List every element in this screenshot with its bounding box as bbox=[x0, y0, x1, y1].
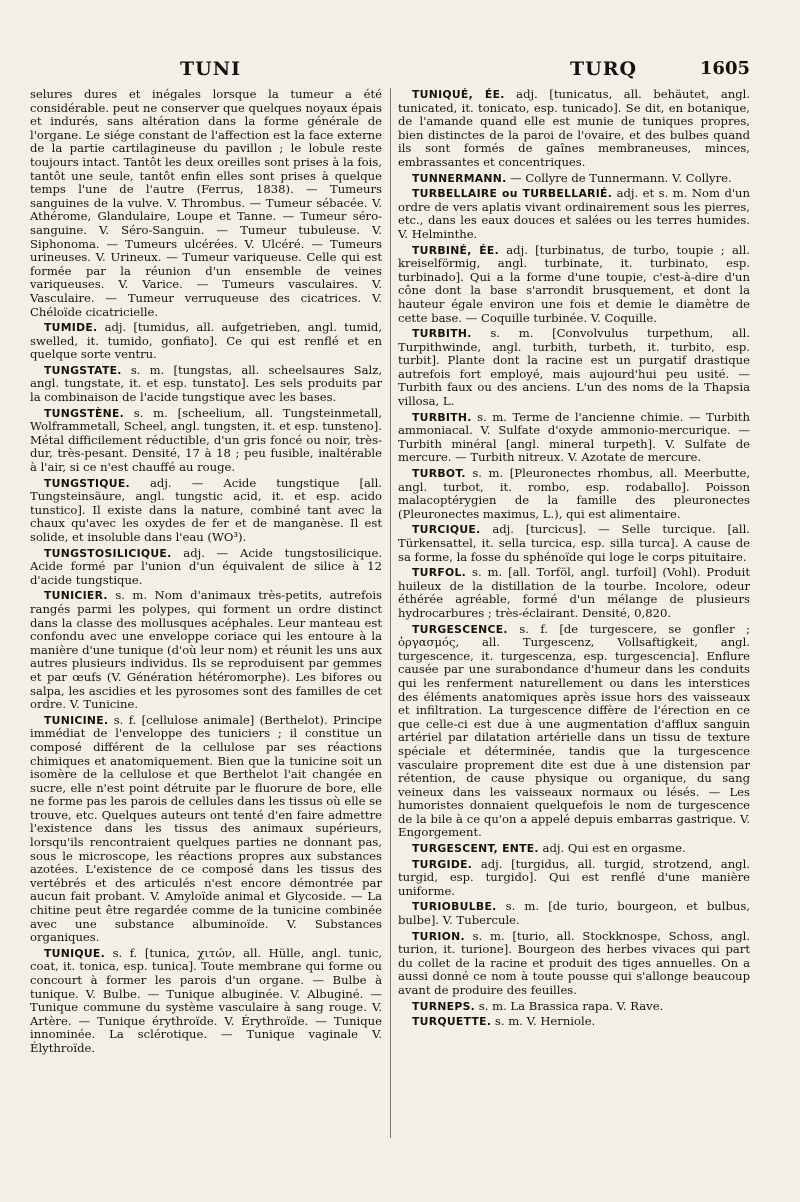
entry-headword: TUNIQUÉ, ÉE. bbox=[412, 88, 505, 101]
entry-text: s. m. Nom d'animaux très-petits, autrefois rangés parmi les polypes, qui forment un ordre distinct dans la classe des mollusques acéphales. Leur manteau est confondu avec une enveloppe coriace qui les entoure à la manière d'une tunique (d'où leur nom) et réunit les uns aux autres plusieurs individus. Ils se reproduisent par gemmes et par œufs (V. Génération hétéromorphe). Les bifores ou salpa, les ascidies et les pyrosomes sont des familles de cet ordre. V. Tunicine. bbox=[30, 588, 382, 712]
entry-text: s. m. [turio, all. Stockknospe, Schoss, angl. turion, it. turione]. Bourgeon des herbes vivaces qui part du collet de la racine et produit des tiges annuelles. On a aussi donné ce nom à toute pousse qui s'allonge beaucoup avant de produire des feuilles. bbox=[398, 928, 751, 997]
entry-text: s. m. [de turio, bourgeon, et bulbus, bulbe]. V. Tubercule. bbox=[398, 899, 750, 928]
dictionary-entry bbox=[398, 88, 750, 170]
entry-headword: TUNIQUE. bbox=[44, 946, 106, 960]
left-column bbox=[30, 88, 382, 1058]
dictionary-entry bbox=[398, 900, 750, 927]
entry-text: — Collyre de Tunnermann. V. Collyre. bbox=[510, 170, 732, 185]
entry-headword: TURBITH. bbox=[412, 327, 472, 341]
entry-headword: TURBELLAIRE ou TURBELLARIÉ. bbox=[412, 187, 613, 201]
dictionary-entry bbox=[398, 411, 750, 465]
entry-text: s. m. Terme de l'ancienne chimie. — Turbith ammoniacal. V. Sulfate d'oxyde ammonio-mercurique. — Turbith minéral [angl. mineral turpeth]. V. Sulfate de mercure. — Turbith nitreux. V. Azotate de mercure. bbox=[398, 409, 751, 465]
entry-text: s. m. [scheelium, all. Tungsteinmetall, Wolframmetall, Scheel, angl. tungsten, it. et esp. tunsteno]. Métal difficilement réductible, d'un gris foncé ou noir, très-dur, très-pesant. Densité, 17 à 18 ; peu fusible, inaltérable à l'air, si ce n'est chauffé au rouge. bbox=[30, 405, 383, 475]
entry-text: selures dures et inégales lorsque la tumeur a été considérable. peut ne conserver que quelques noyaux épais et indurés, sans altération dans la forme générale de l'organe. Le siége constant de l'affection est la face externe de la partie cartilagineuse du pavillon ; le lobule reste toujours intact. Tantôt les deux oreilles sont prises à la fois, tantôt une seule, tantôt enfin elles sont prises à quelque temps l'une de l'autre (Ferrus, 1838). — Tumeurs sanguines de la vulve. V. Thrombus. — Tumeur sébacée. V. Athérome, Glandulaire, Loupe et Tanne. — Tumeur séro-sanguine. V. Séro-Sanguin. — Tumeur tubuleuse. V. Siphonoma. — Tumeurs ulcérées. V. Ulcéré. — Tumeurs urineuses. V. Urineux. — Tumeur variqueuse. Celle qui est formée par la réunion d'un ensemble de veines variqueuses. V. Varice. — Tumeurs vasculaires. V. Vasculaire. — Tumeur verruqueuse des cicatrices. V. Chéloïde cicatricielle. bbox=[30, 87, 382, 319]
dictionary-entry bbox=[398, 858, 750, 899]
entry-headword: TUNGSTOSILICIQUE. bbox=[44, 546, 172, 560]
dictionary-entry bbox=[30, 477, 382, 545]
dictionary-entry bbox=[398, 623, 750, 841]
entry-text: s. m. La Brassica rapa. V. Rave. bbox=[478, 998, 664, 1013]
entry-headword: TURQUETTE. bbox=[412, 1015, 492, 1029]
entry-text: adj. — Acide tungstique [all. Tungsteinsäure, angl. tungstic acid, it. et esp. acido tunstico]. Il existe dans la nature, combiné tant avec la chaux qu'avec les oxydes de fer et de manganèse. Il est solide, et insoluble dans l'eau (WO³). bbox=[30, 475, 382, 544]
entry-text: adj. Qui est en orgasme. bbox=[542, 841, 686, 856]
page-number: 1605 bbox=[699, 58, 750, 79]
entry-headword: TURBITH. bbox=[412, 410, 472, 424]
dictionary-entry bbox=[398, 244, 750, 326]
dictionary-entry bbox=[398, 327, 750, 409]
entry-headword: TURION. bbox=[412, 929, 465, 943]
entry-headword: TURBINÉ, ÉE. bbox=[412, 243, 499, 257]
entry-headword: TURCIQUE. bbox=[412, 523, 481, 537]
entry-headword: TURFOL. bbox=[412, 566, 467, 580]
entry-text: s. m. [Pleuronectes rhombus, all. Meerbutte, angl. turbot, it. rombo, esp. rodaballo]. Poisson malacoptérygien de la famille des pleuronectes (Pleuronectes maximus, L.), qui est alimentaire. bbox=[398, 466, 751, 521]
entry-text: s. m. [tungstas, all. scheelsaures Salz, angl. tungstate, it. et esp. tunstato]. Les sels produits par la combinaison de l'acide tungstique avec les bases. bbox=[30, 362, 383, 405]
entry-text: adj. [turbinatus, de turbo, toupie ; all. kreiselförmig, angl. turbinate, it. turbinato, esp. turbinado]. Qui a la forme d'une toupie, c'est-à-dire d'un cône dont la base s'arrondit brusquement, et dont la hauteur égale environ une fois et demie le diamètre de cette base. — Coquille turbinée. V. Coquille. bbox=[398, 242, 750, 325]
entry-headword: TURIOBULBE. bbox=[412, 900, 497, 914]
entry-headword: TUNNERMANN. bbox=[412, 171, 507, 185]
entry-headword: TUNICINE. bbox=[44, 713, 109, 727]
dictionary-entry bbox=[30, 321, 382, 362]
dictionary-entry bbox=[398, 187, 750, 241]
dictionary-entry bbox=[30, 407, 382, 475]
entry-headword: TUNGSTÈNE. bbox=[44, 406, 125, 420]
dictionary-entry bbox=[30, 364, 382, 405]
running-head-left: TUNI bbox=[180, 58, 241, 80]
entry-text: adj. [turcicus]. — Selle turcique. [all. Türkensattel, it. sella turcica, esp. silla turca]. A cause de sa forme, la fosse du sphénoïde qui loge le corps pituitaire. bbox=[398, 522, 750, 564]
dictionary-entry bbox=[30, 547, 382, 588]
dictionary-entry bbox=[30, 88, 382, 319]
entry-headword: TUNGSTATE. bbox=[44, 363, 122, 377]
entry-text: adj. [tunicatus, all. behäutet, angl. tunicated, it. tonicato, esp. tunicado]. Se dit, en botanique, de l'amande quand elle est munie de tuniques propres, bien distinctes de la paroi de l'ovaire, et des bulbes quand ils sont formés de gaînes membraneuses, minces, embrassantes et concentriques. bbox=[398, 87, 751, 169]
entry-headword: TUNICIER. bbox=[44, 589, 108, 603]
entry-text: adj. — Acide tungstosilicique. Acide formé par l'union d'un équivalent de silice à 12 d'acide tungstique. bbox=[30, 545, 382, 587]
entry-text: adj. et s. m. Nom d'un ordre de vers aplatis vivant ordinairement sous les pierres, etc., dans les eaux douces et salées ou les terres humides. V. Helminthe. bbox=[398, 186, 750, 241]
dictionary-entry bbox=[30, 589, 382, 711]
entry-headword: TURBOT. bbox=[412, 467, 466, 481]
running-head-right: TURQ bbox=[570, 58, 638, 80]
dictionary-entry bbox=[398, 842, 750, 856]
entry-headword: TUMIDE. bbox=[44, 321, 98, 335]
entry-text: adj. [tumidus, all. aufgetrieben, angl. tumid, swelled, it. tumido, gonfiato]. Ce qui est renflé et en quelque sorte ventru. bbox=[30, 320, 383, 362]
dictionary-entry bbox=[398, 467, 750, 521]
dictionary-entry bbox=[398, 172, 750, 186]
right-column bbox=[398, 88, 750, 1031]
entry-text: s. f. [de turgescere, se gonfler ; ὀργασμός, all. Turgescenz, Vollsaftigkeit, angl. turgescence, it. turgescenza, esp. turgescencia]. Enflure causée par une surabondance d'humeur dans les conduits qui les renferment naturellement ou dans les interstices des éléments anatomiques après issue hors des vaisseaux et infiltration. La turgescence diffère de l'érection en ce que celle-ci est due à une augmentation d'afflux sanguin artériel par dilatation artérielle dans un tissu de texture spéciale et déterminée, tandis que la turgescence vasculaire proprement dite est due à une distension par rétention, de cause physique ou organique, du sang veineux dans les vaisseaux normaux ou lésés. — Les humoristes donnaient quelquefois le nom de turgescence de la bile à ce qu'on a appelé depuis embarras gastrique. V. Engorgement. bbox=[398, 621, 750, 840]
entry-text: adj. [turgidus, all. turgid, strotzend, angl. turgid, esp. turgido]. Qui est renflé d'une manière uniforme. bbox=[398, 856, 750, 898]
entry-headword: TURGESCENT, ENTE. bbox=[412, 842, 539, 856]
dictionary-entry bbox=[398, 1015, 750, 1029]
entry-headword: TURGIDE. bbox=[412, 857, 473, 871]
dictionary-entry bbox=[30, 714, 382, 945]
page-header bbox=[30, 58, 750, 82]
dictionary-entry bbox=[398, 566, 750, 620]
dictionary-entry bbox=[398, 930, 750, 998]
entry-headword: TUNGSTIQUE. bbox=[44, 476, 130, 490]
column-divider bbox=[390, 88, 391, 1138]
entry-headword: TURNEPS. bbox=[412, 999, 476, 1013]
entry-text: s. f. [tunica, χιτών, all. Hülle, angl. tunic, coat, it. tonica, esp. tunica]. Toute membrane qui forme ou concourt à former les parois d'un organe. — Bulbe à tunique. V. Bulbe. — Tunique albuginée. V. Albuginé. — Tunique commune du système vasculaire à sang rouge. V. Artère. — Tunique érythroïde. V. Érythroïde. — Tunique innominée. La sclérotique. — Tunique vaginale V. Élythroïde. bbox=[30, 945, 382, 1055]
dictionary-entry bbox=[398, 523, 750, 564]
entry-headword: TURGESCENCE. bbox=[412, 622, 508, 636]
entry-text: s. m. V. Herniole. bbox=[494, 1014, 596, 1029]
entry-text: s. m. [Convolvulus turpethum, all. Turpithwinde, angl. turbith, turbeth, it. turbito, esp. turbit]. Plante dont la racine est un purgatif drastique autrefois fort employé, mais aujourd'hui peu usité. — Turbith faux ou des anciens. L'un des noms de la Thapsia villosa, L. bbox=[398, 326, 751, 409]
dictionary-entry bbox=[398, 1000, 750, 1014]
dictionary-entry bbox=[30, 947, 382, 1056]
entry-text: s. m. [all. Torföl, angl. turfoil] (Vohl). Produit huileux de la distillation de la tourbe. Incolore, odeur éthérée agréable, formé d'un mélange de plusieurs hydrocarbures ; très-éclairant. Densité, 0,820. bbox=[398, 565, 751, 620]
entry-text: s. f. [cellulose animale] (Berthelot). Principe immédiat de l'enveloppe des tuniciers ; il constitue un composé différent de la cellulose par ses réactions chimiques et anatomiquement. Bien que la tunicine soit un isomère de la cellulose et que Berthelot l'ait changée en sucre, elle n'est point détruite par le fluorure de bore, elle ne forme pas les parois de cellules dans les tissus où elle se trouve, etc. Quelques auteurs ont tenté d'en faire admettre l'existence dans les tissus des animaux supérieurs, lorsqu'ils rencontraient quelques parties ne donnant pas, sous le microscope, les réactions propres aux substances azotées. L'existence de ce composé dans les tissus des vertébrés et des articulés n'est encore démontrée par aucun fait probant. V. Amyloïde animal et Glycoside. — La chitine peut être regardée comme de la tunicine combinée avec une substance albuminoïde. V. Substances organiques. bbox=[30, 712, 382, 945]
